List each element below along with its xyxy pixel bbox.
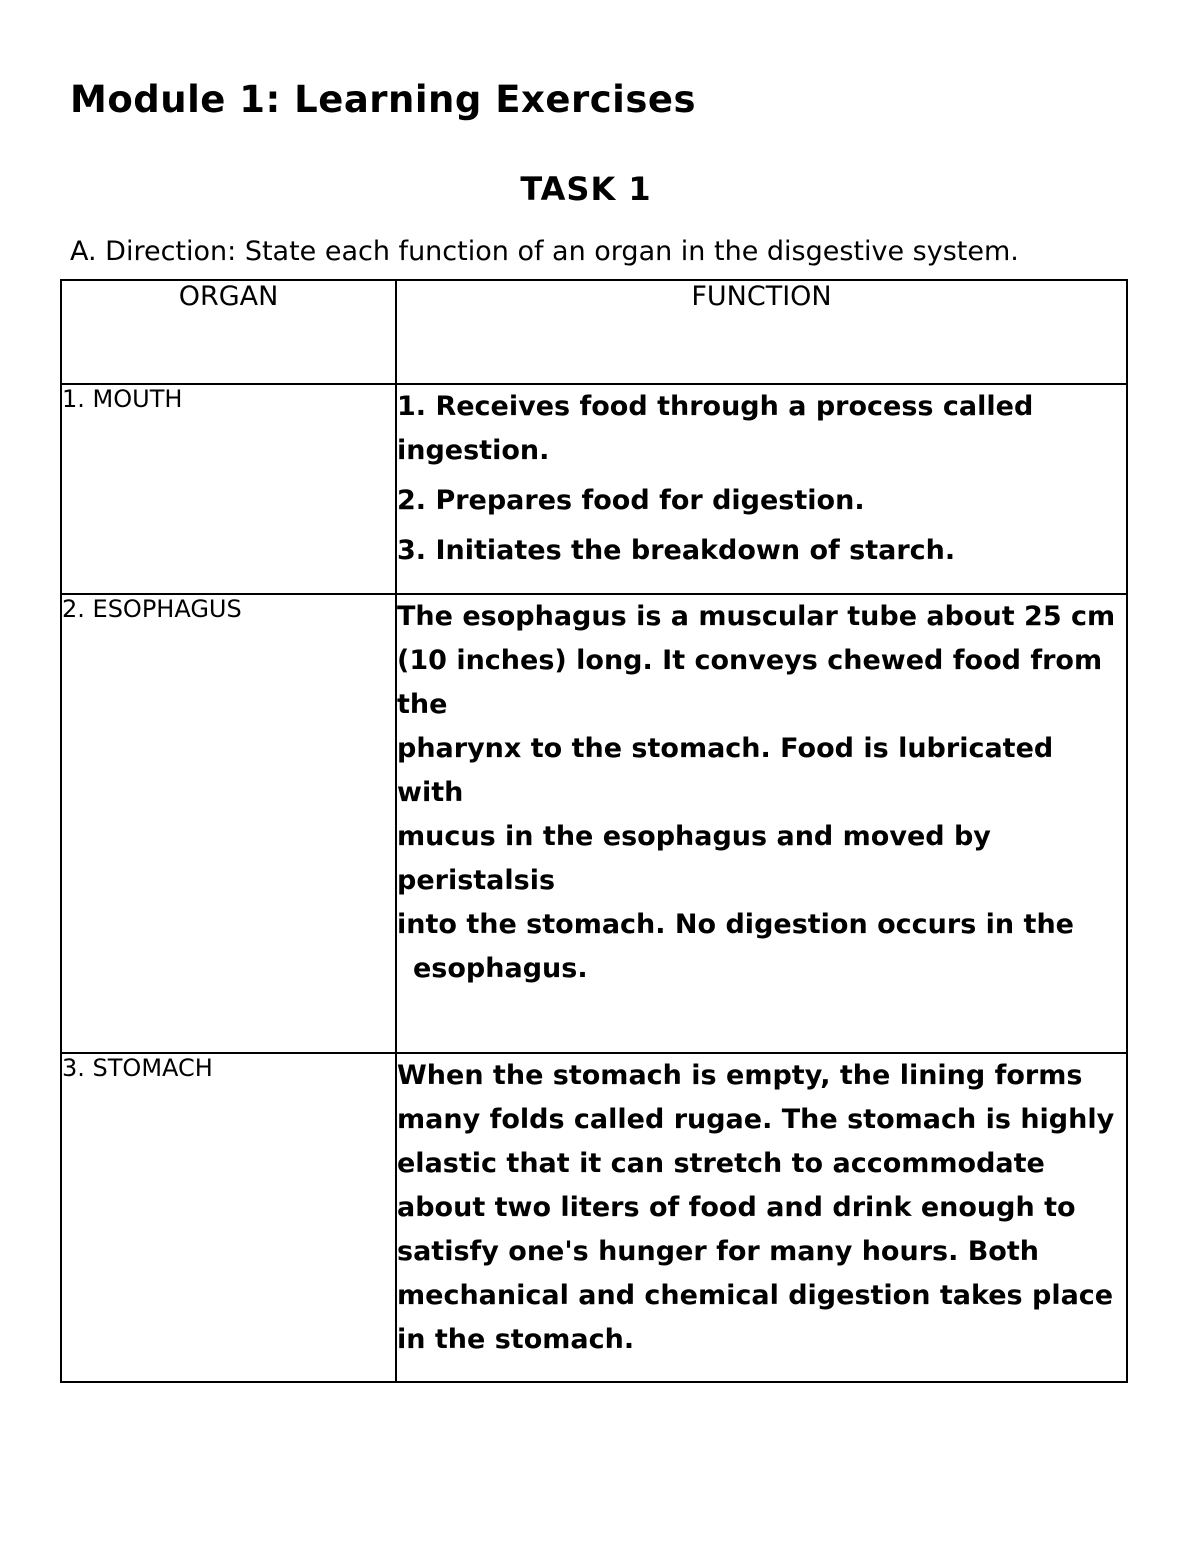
function-item: 2. Prepares food for digestion. bbox=[397, 485, 865, 516]
table-row-stomach bbox=[61, 1053, 1127, 1382]
organ-column-header: ORGAN bbox=[61, 280, 396, 384]
organ-function-table bbox=[60, 279, 1128, 1383]
organ-cell: 2. ESOPHAGUS bbox=[61, 594, 396, 1053]
table-header-row bbox=[61, 280, 1127, 384]
function-line: mucus in the esophagus and moved by peristalsis bbox=[397, 821, 991, 896]
task-title: TASK 1 bbox=[520, 170, 652, 208]
function-line: pharynx to the stomach. Food is lubricated with bbox=[397, 733, 1054, 808]
organ-cell: 3. STOMACH bbox=[61, 1053, 396, 1382]
direction-text: A. Direction: State each function of an organ in the disgestive system. bbox=[70, 236, 1019, 267]
function-item: 1. Receives food through a process called ingestion. bbox=[397, 391, 1034, 466]
function-line: The esophagus is a muscular tube about 25 cm bbox=[397, 601, 1116, 632]
function-line: into the stomach. No digestion occurs in the bbox=[397, 909, 1074, 940]
table-row-mouth bbox=[61, 384, 1127, 594]
function-item: 3. Initiates the breakdown of starch. bbox=[397, 535, 956, 566]
function-cell bbox=[396, 384, 1127, 594]
function-line: (10 inches) long. It conveys chewed food from the bbox=[397, 645, 1103, 720]
organ-cell: 1. MOUTH bbox=[61, 384, 396, 594]
function-cell: When the stomach is empty, the lining forms many folds called rugae. The stomach is highly elastic that it can stretch to accommodate about two liters of food and drink enough to satisfy one's hunger for many hours. Both mechanical and chemical digestion takes place in the stomach. bbox=[396, 1053, 1127, 1382]
module-title: Module 1: Learning Exercises bbox=[70, 78, 696, 121]
table-row-esophagus bbox=[61, 594, 1127, 1053]
function-line: esophagus. bbox=[413, 953, 588, 984]
function-column-header: FUNCTION bbox=[396, 280, 1127, 384]
function-cell bbox=[396, 594, 1127, 1053]
